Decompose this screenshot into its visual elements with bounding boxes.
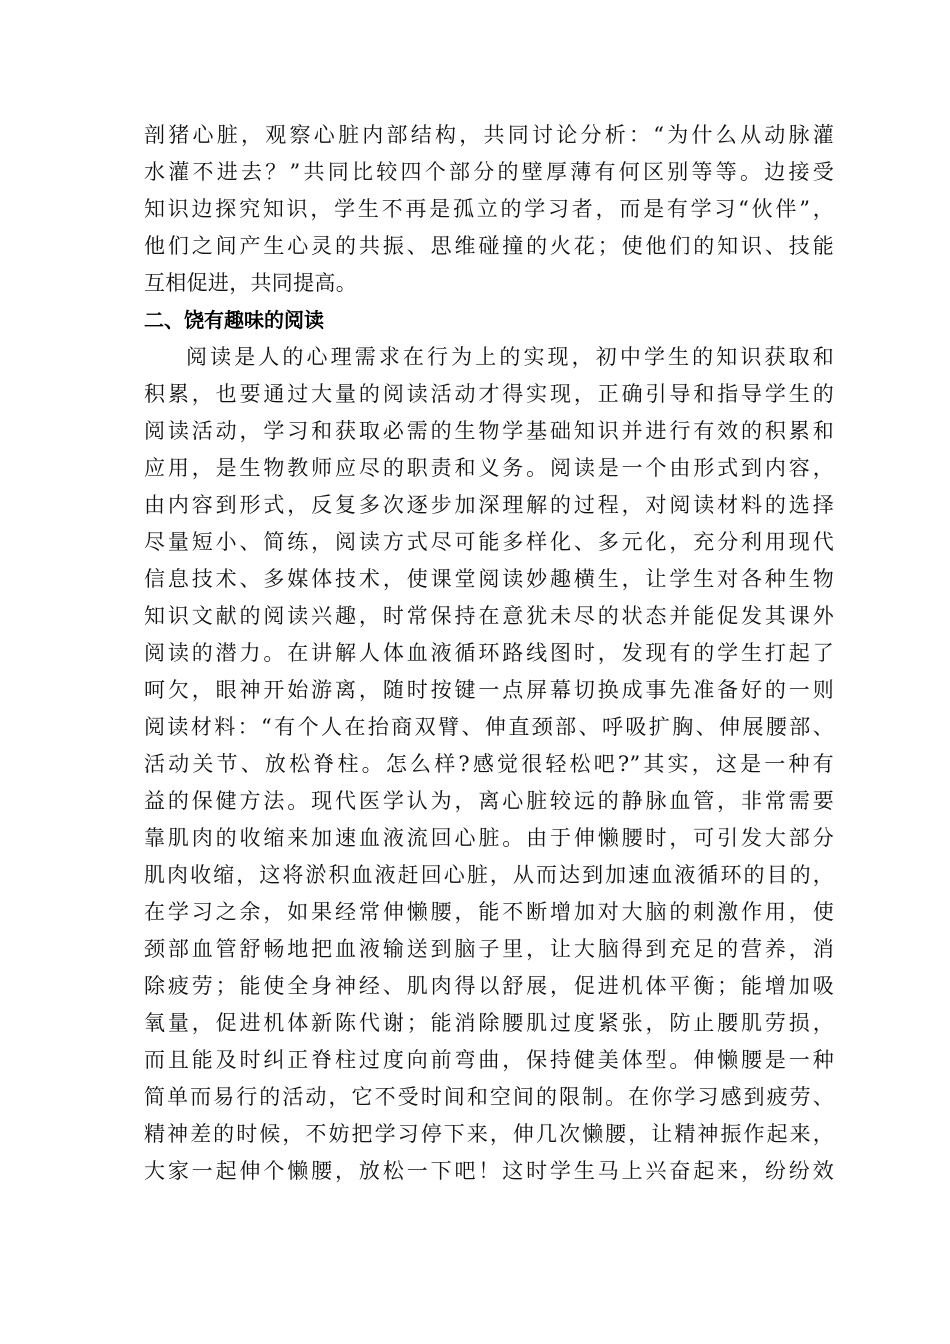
text-line: 氧量，促进机体新陈代谢；能消除腰肌过度紧张，防止腰肌劳损， [144,1011,834,1035]
text-line: 积累，也要通过大量的阅读活动才得实现，正确引导和指导学生的 [144,382,834,406]
text-line: 剖猪心脏，观察心脏内部结构，共同讨论分析：“为什么从动脉灌 [144,123,834,147]
text-line: 由内容到形式，反复多次逐步加深理解的过程，对阅读材料的选择 [144,493,834,517]
text-line: 大家一起伸个懒腰，放松一下吧！这时学生马上兴奋起来，纷纷效 [144,1159,834,1183]
text-line: 信息技术、多媒体技术，使课堂阅读妙趣横生，让学生对各种生物 [144,567,834,591]
text-line: 水灌不进去？”共同比较四个部分的壁厚薄有何区别等等。边接受 [144,160,834,184]
text-line: 肌肉收缩，这将淤积血液赶回心脏，从而达到加速血液循环的目的， [144,863,834,887]
text-line: 益的保健方法。现代医学认为，离心脏较远的静脉血管，非常需要 [144,789,834,813]
paragraph-continued [144,117,834,302]
text-line: 互相促进，共同提高。 [144,271,357,295]
text-line: 阅读的潜力。在讲解人体血液循环路线图时，发现有的学生打起了 [144,641,834,665]
text-line: 靠肌肉的收缩来加速血液流回心脏。由于伸懒腰时，可引发大部分 [144,826,834,850]
text-line: 阅读活动，学习和获取必需的生物学基础知识并进行有效的积累和 [144,419,834,443]
text-line: 活动关节、放松脊柱。怎么样?感觉很轻松吧?”其实，这是一种有 [144,752,834,776]
document-body [144,117,834,1190]
text-line: 颈部血管舒畅地把血液输送到脑子里，让大脑得到充足的营养，消 [144,937,834,961]
text-line: 除疲劳；能使全身神经、肌肉得以舒展，促进机体平衡；能增加吸 [144,974,834,998]
text-line: 阅读材料：“有个人在抬商双臂、伸直颈部、呼吸扩胸、伸展腰部、 [144,715,834,739]
text-line: 而且能及时纠正脊柱过度向前弯曲，保持健美体型。伸懒腰是一种 [144,1048,834,1072]
text-line: 在学习之余，如果经常伸懒腰，能不断增加对大脑的刺激作用，使 [144,900,834,924]
text-line: 他们之间产生心灵的共振、思维碰撞的火花；使他们的知识、技能 [144,234,834,258]
text-line: 应用，是生物教师应尽的职责和义务。阅读是一个由形式到内容， [144,456,834,480]
section-heading: 二、饶有趣味的阅读 [144,308,324,332]
text-line: 呵欠，眼神开始游离，随时按键一点屏幕切换成事先准备好的一则 [144,678,834,702]
text-line: 简单而易行的活动，它不受时间和空间的限制。在你学习感到疲劳、 [144,1085,834,1109]
text-line: 尽量短小、简练，阅读方式尽可能多样化、多元化，充分利用现代 [144,530,834,554]
paragraph-reading [144,339,834,1190]
text-line: 知识文献的阅读兴趣，时常保持在意犹未尽的状态并能促发其课外 [144,604,834,628]
text-line: 知识边探究知识，学生不再是孤立的学习者，而是有学习“伙伴”， [144,197,834,221]
text-line: 精神差的时候，不妨把学习停下来，伸几次懒腰，让精神振作起来， [144,1122,834,1146]
text-line: 阅读是人的心理需求在行为上的实现，初中学生的知识获取和 [186,345,834,369]
